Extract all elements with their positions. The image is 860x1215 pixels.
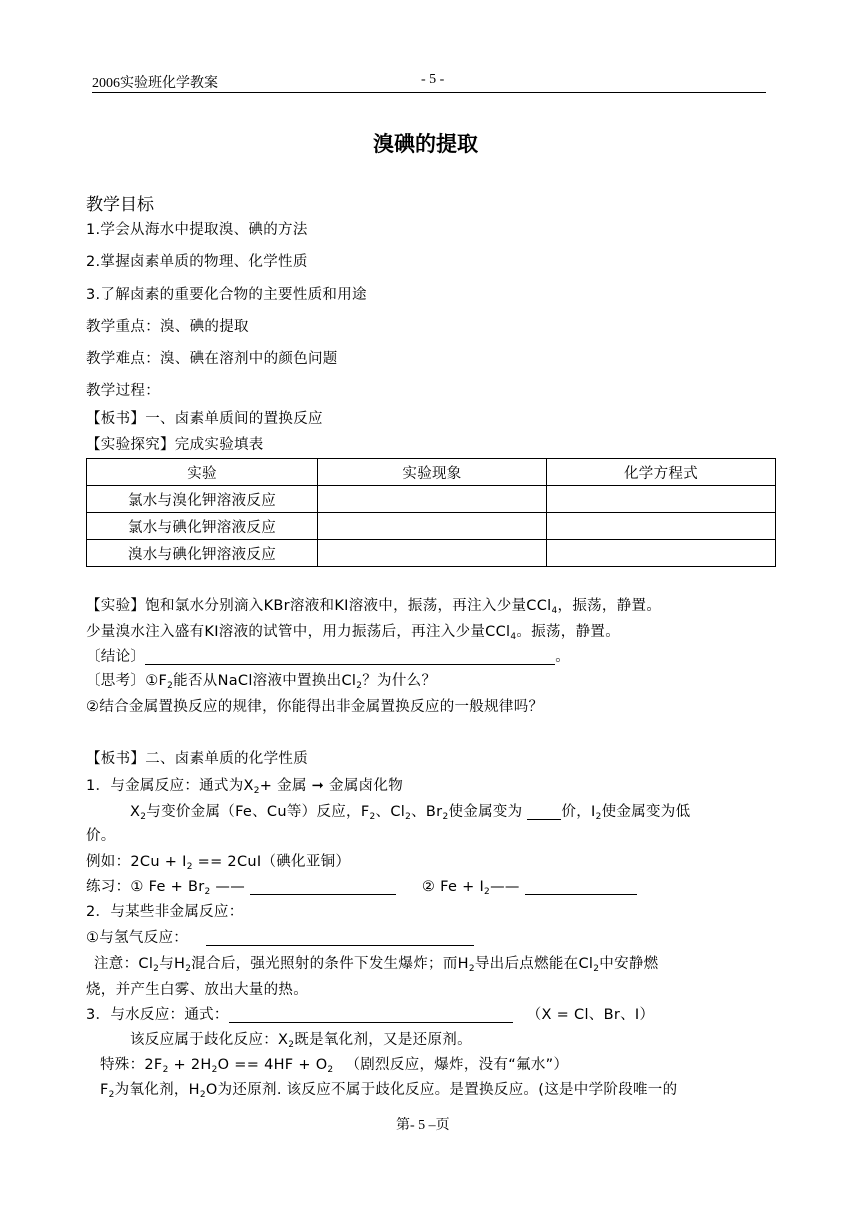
nonmetal-heading: 2．与某些非金属反应： (86, 904, 244, 920)
table-cell-empty (547, 486, 776, 513)
note-line-1: 注意：$Cl_2$与$H_2$混合后，强光照射的条件下发生爆炸；而$H_2$导出后点燃能在$Cl_2$中安静燃 (94, 956, 659, 974)
table-header-cell: 化学方程式 (547, 459, 776, 486)
table-row (87, 513, 776, 540)
table-header-row (87, 459, 776, 486)
table-header-cell: 实验 (87, 459, 318, 486)
experiment-table (86, 458, 776, 567)
think-line-2: ②结合金属置换反应的规律，你能得出非金属置换反应的一般规律吗？ (86, 699, 544, 715)
example-line: 例如：$2Cu + I_2 == 2CuI$（碘化亚铜） (86, 854, 351, 872)
table-cell: 溴水与碘化钾溶液反应 (87, 540, 318, 567)
experiment-line-1: 【实验】饱和氯水分别滴入KBr溶液和KI溶液中，振荡，再注入少量CCl$_4$，振荡，静置。 (86, 598, 662, 616)
note-line-2: 烧，并产生白雾、放出大量的热。 (86, 982, 308, 998)
board-note-2: 【板书】二、卤素单质的化学性质 (86, 751, 308, 767)
table-cell-empty (318, 513, 547, 540)
objective-3: 3.了解卤素的重要化合物的主要性质和用途 (86, 287, 367, 303)
table-cell-empty (547, 513, 776, 540)
header-rule (92, 92, 766, 93)
metal-valence-line: $X_2$与变价金属（Fe、Cu等）反应，$F_2$、$Cl_2$、$Br_2$使金属变为 价，$I_2$使金属变为低 (130, 804, 691, 822)
disproportion-line: 该反应属于歧化反应：$X_2$既是氧化剂，又是还原剂。 (130, 1032, 472, 1050)
conclusion-blank (145, 650, 555, 665)
water-blank (229, 1008, 513, 1023)
objective-2: 2.掌握卤素单质的物理、化学性质 (86, 254, 308, 270)
table-row (87, 486, 776, 513)
conclusion-line: 〔结论〕 。 (86, 649, 571, 665)
think-line-1: 〔思考〕$①F_2$能否从NaCl溶液中置换出$Cl_2$？为什么？ (86, 673, 437, 691)
table-cell-empty (318, 486, 547, 513)
f2-line: $F_2$为氧化剂，$H_2O$为还原剂. 该反应不属于歧化反应。是置换反应。(这是中学阶段唯一的 (100, 1082, 678, 1100)
table-row (87, 540, 776, 567)
water-reaction-line: 3．与水反应：通式： （X = Cl、Br、I） (86, 1007, 655, 1023)
table-cell: 氯水与碘化钾溶液反应 (87, 513, 318, 540)
objectives-heading: 教学目标 (86, 195, 154, 215)
header-page-number: - 5 - (421, 72, 445, 87)
hydrogen-reaction-line: ①与氢气反应： (86, 928, 474, 948)
page-title: 溴碘的提取 (373, 132, 478, 156)
table-cell-empty (547, 540, 776, 567)
valence-blank (527, 805, 561, 820)
board-note-1: 【板书】一、卤素单质间的置换反应 (86, 411, 323, 427)
difficulty: 教学难点：溴、碘在溶剂中的颜色问题 (86, 351, 338, 367)
practice-blank-1 (250, 880, 396, 895)
experiment-line-2: 少量溴水注入盛有KI溶液的试管中，用力振荡后，再注入少量CCl$_4$。振荡，静置。 (86, 624, 621, 642)
hydrogen-blank (206, 931, 474, 946)
table-header-cell: 实验现象 (318, 459, 547, 486)
objective-1: 1.学会从海水中提取溴、碘的方法 (86, 222, 308, 238)
process-label: 教学过程： (86, 383, 160, 399)
practice-blank-2 (525, 880, 637, 895)
table-cell: 氯水与溴化钾溶液反应 (87, 486, 318, 513)
explore-label: 【实验探究】完成实验填表 (86, 437, 264, 453)
special-line: 特殊：$2F_2 + 2H_2O == 4HF + O_2$ （剧烈反应，爆炸，没有“氟水”） (100, 1057, 569, 1075)
metal-reaction-line: 1．与金属反应：通式为$X_2+$ 金属 ➞ 金属卤化物 (86, 778, 404, 796)
page-footer: 第- 5 –页 (396, 1118, 450, 1133)
metal-valence-line-2: 价。 (86, 828, 116, 844)
key-point: 教学重点：溴、碘的提取 (86, 319, 249, 335)
header-left: 2006实验班化学教案 (92, 76, 218, 91)
table-cell-empty (318, 540, 547, 567)
practice-line: 练习：① $Fe + Br_2$ —— ② $Fe + I_2——$ (86, 877, 637, 897)
